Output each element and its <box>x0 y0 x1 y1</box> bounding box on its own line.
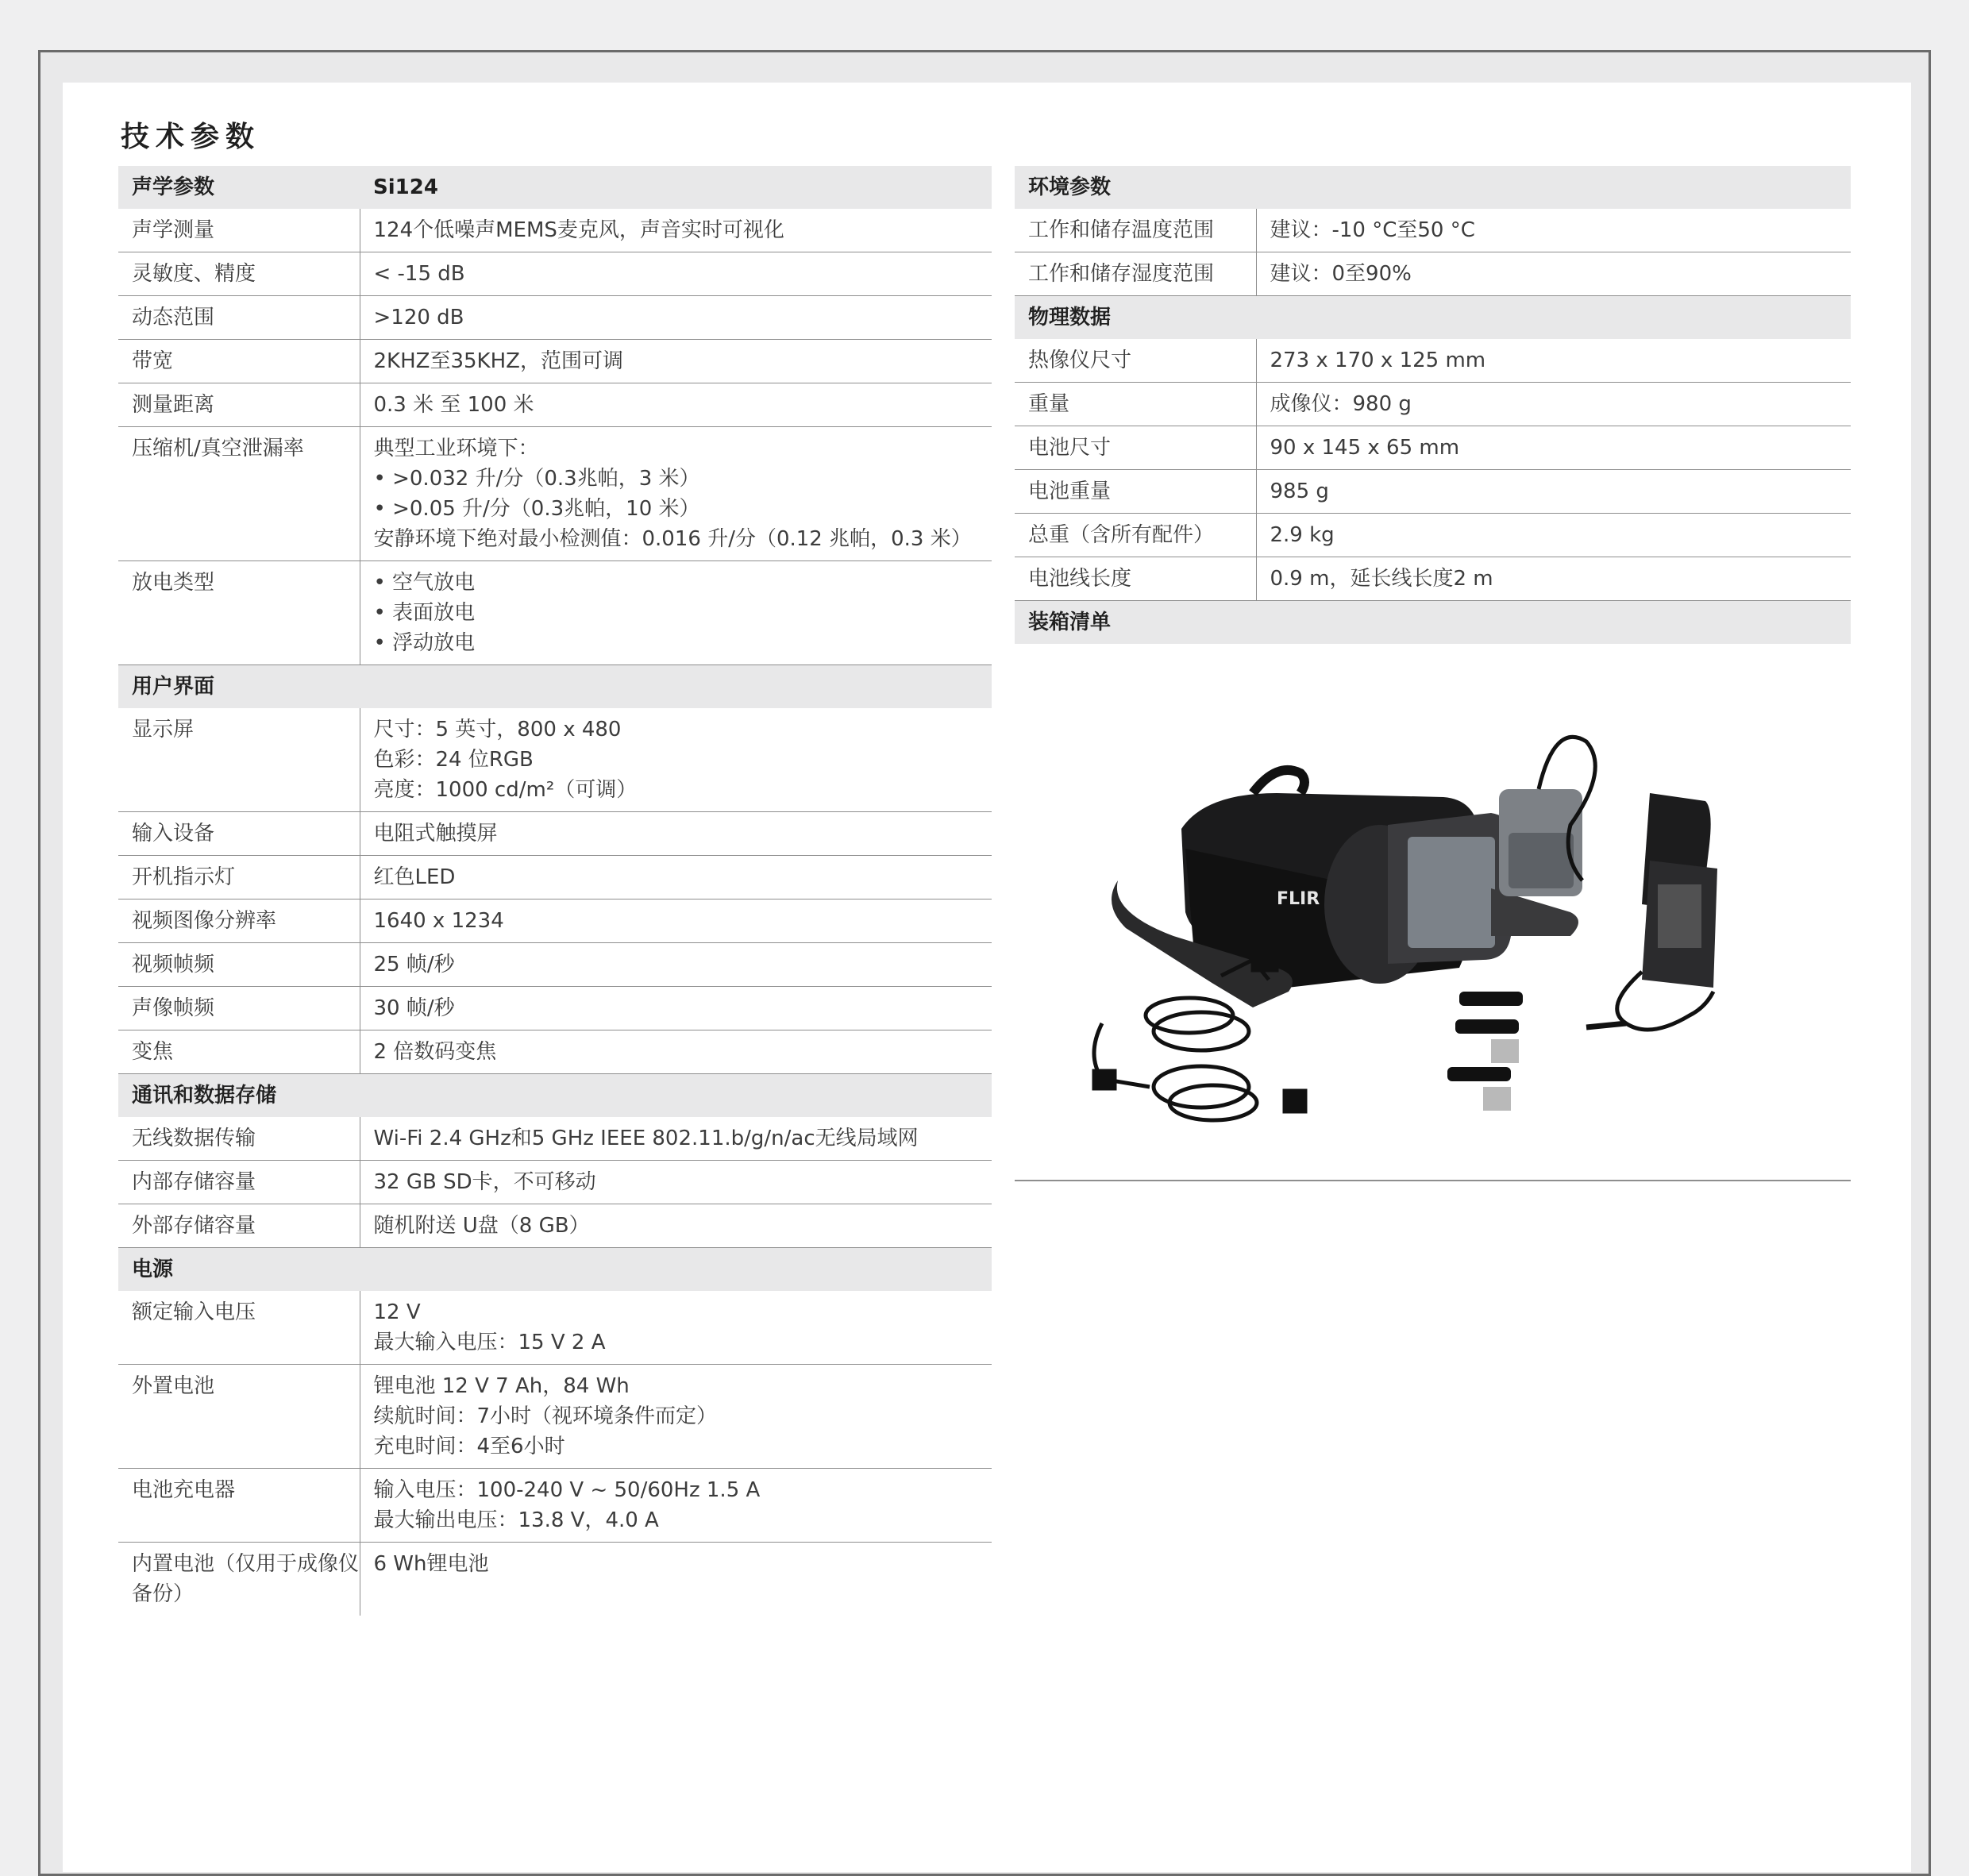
spec-value-line: 2KHZ至35KHZ，范围可调 <box>373 349 623 373</box>
spec-row <box>1015 209 1851 252</box>
spec-table-right <box>1015 166 1851 644</box>
spec-label: 放电类型 <box>118 561 360 665</box>
spec-value <box>360 856 992 899</box>
section-title: 物理数据 <box>1015 296 1256 340</box>
section-title: 用户界面 <box>118 665 360 709</box>
spec-value-line: 安静环境下绝对最小检测值：0.016 升/分（0.12 兆帕，0.3 米） <box>373 527 972 551</box>
spec-label: 动态范围 <box>118 296 360 340</box>
spec-value-line: 建议：0至90% <box>1270 262 1412 286</box>
spec-row <box>118 209 992 252</box>
spec-value <box>360 987 992 1030</box>
spec-row <box>118 1291 992 1365</box>
spec-row <box>118 708 992 812</box>
section-header <box>1015 166 1851 209</box>
spec-value <box>1256 426 1851 470</box>
spec-value-line: 124个低噪声MEMS麦克风，声音实时可视化 <box>373 218 784 242</box>
spec-label: 变焦 <box>118 1030 360 1074</box>
spec-label: 外部存储容量 <box>118 1204 360 1248</box>
spec-row <box>118 899 992 943</box>
spec-row <box>118 987 992 1030</box>
section-header <box>1015 296 1851 340</box>
spec-label: 无线数据传输 <box>118 1117 360 1161</box>
spec-label: 灵敏度、精度 <box>118 252 360 296</box>
spec-row <box>118 943 992 987</box>
spec-value-line: 273 x 170 x 125 mm <box>1270 349 1486 372</box>
spec-label: 重量 <box>1015 383 1256 426</box>
spec-row <box>118 252 992 296</box>
spec-value-line: 32 GB SD卡，不可移动 <box>373 1170 596 1194</box>
spec-value-line: 典型工业环境下： <box>373 437 539 460</box>
spec-row <box>1015 514 1851 557</box>
spec-value <box>360 1469 992 1543</box>
spec-label: 压缩机/真空泄漏率 <box>118 427 360 561</box>
spec-value-line: 亮度：1000 cd/m²（可调） <box>373 778 638 802</box>
spec-label: 声像帧频 <box>118 987 360 1030</box>
spec-value <box>360 1204 992 1248</box>
spec-row <box>118 1469 992 1543</box>
spec-value-line: 色彩：24 位RGB <box>373 748 534 772</box>
spec-value-line: 2 倍数码变焦 <box>373 1040 497 1064</box>
spec-value-line: >120 dB <box>373 306 464 329</box>
spec-value <box>360 427 992 561</box>
spec-label: 视频图像分辨率 <box>118 899 360 943</box>
spec-row <box>118 812 992 856</box>
spec-value <box>360 383 992 427</box>
spec-label: 内置电池（仅用于成像仪备份） <box>118 1543 360 1616</box>
spec-label: 开机指示灯 <box>118 856 360 899</box>
battery-pack <box>1499 737 1595 896</box>
spec-label: 显示屏 <box>118 708 360 812</box>
spec-row <box>1015 557 1851 601</box>
spec-value-line: 最大输出电压：13.8 V，4.0 A <box>373 1508 659 1532</box>
spec-value-line: 985 g <box>1270 480 1329 503</box>
spec-value <box>1256 557 1851 601</box>
spec-value <box>360 1117 992 1161</box>
spec-label: 视频帧频 <box>118 943 360 987</box>
section-value <box>1256 166 1851 209</box>
spec-value <box>1256 514 1851 557</box>
lanyard-straps <box>1447 992 1523 1111</box>
spec-row <box>118 427 992 561</box>
battery-charger <box>1586 861 1717 1030</box>
spec-value-line: 随机附送 U盘（8 GB） <box>373 1214 590 1238</box>
spec-value <box>360 943 992 987</box>
spec-value <box>360 1030 992 1074</box>
section-header <box>118 166 992 209</box>
datasheet-page <box>63 83 1911 1872</box>
spec-row <box>118 1543 992 1616</box>
spec-value <box>360 1161 992 1204</box>
spec-value <box>360 812 992 856</box>
spec-value <box>360 899 992 943</box>
spec-label: 电池充电器 <box>118 1469 360 1543</box>
spec-label: 带宽 <box>118 340 360 383</box>
spec-row <box>118 561 992 665</box>
spec-label: 声学测量 <box>118 209 360 252</box>
spec-value-line: 1640 x 1234 <box>373 909 504 933</box>
spec-value-line: 90 x 145 x 65 mm <box>1270 436 1460 460</box>
spec-value <box>1256 383 1851 426</box>
spec-value-line: 电阻式触摸屏 <box>373 822 498 846</box>
spec-value-line: 最大输入电压：15 V 2 A <box>373 1331 606 1354</box>
brand-logo: FLIR <box>1277 889 1320 909</box>
spec-value <box>360 1291 992 1365</box>
spec-value-line: 6 Wh锂电池 <box>373 1552 489 1576</box>
spec-row <box>118 1161 992 1204</box>
package-contents-image <box>1015 674 1851 1181</box>
spec-value-line: Wi-Fi 2.4 GHz和5 GHz IEEE 802.11.b/g/n/ac无线局域网 <box>373 1127 919 1150</box>
spec-label: 热像仪尺寸 <box>1015 339 1256 383</box>
spec-row <box>1015 252 1851 296</box>
spec-value-line: 30 帧/秒 <box>373 996 455 1020</box>
spec-label: 电池尺寸 <box>1015 426 1256 470</box>
spec-label: 额定输入电压 <box>118 1291 360 1365</box>
spec-value <box>1256 209 1851 252</box>
spec-value-line: 续航时间：7小时（视环境条件而定） <box>373 1404 718 1428</box>
spec-row <box>118 1030 992 1074</box>
spec-value <box>360 340 992 383</box>
spec-value <box>360 708 992 812</box>
spec-row <box>118 340 992 383</box>
spec-value-line: 尺寸：5 英寸，800 x 480 <box>373 718 622 742</box>
section-title: 通讯和数据存储 <box>118 1074 360 1118</box>
spec-row <box>1015 470 1851 514</box>
spec-row <box>1015 426 1851 470</box>
section-value <box>1256 296 1851 340</box>
spec-value-line: 锂电池 12 V 7 Ah，84 Wh <box>373 1374 630 1398</box>
spec-table-left <box>118 166 992 1616</box>
spec-label: 工作和储存温度范围 <box>1015 209 1256 252</box>
spec-value-line: 12 V <box>373 1300 421 1324</box>
section-header <box>1015 601 1851 645</box>
spec-row <box>118 383 992 427</box>
spec-row <box>118 1204 992 1248</box>
spec-value-line: 输入电压：100-240 V ~ 50/60Hz 1.5 A <box>373 1478 761 1502</box>
spec-value-line: 25 帧/秒 <box>373 953 455 977</box>
spec-row <box>118 856 992 899</box>
spec-value-line: • 表面放电 <box>373 601 476 625</box>
spec-value-line: 红色LED <box>373 865 456 889</box>
spec-row <box>1015 339 1851 383</box>
spec-value-line: 充电时间：4至6小时 <box>373 1435 565 1458</box>
spec-label: 总重（含所有配件） <box>1015 514 1256 557</box>
spec-label: 电池重量 <box>1015 470 1256 514</box>
spec-value <box>1256 252 1851 296</box>
spec-value-line: 0.3 米 至 100 米 <box>373 393 534 417</box>
spec-value <box>360 561 992 665</box>
spec-value-line: • >0.032 升/分（0.3兆帕，3 米） <box>373 467 700 491</box>
spec-value-line: 0.9 m，延长线长度2 m <box>1270 567 1493 591</box>
spec-value-line: < -15 dB <box>373 262 465 286</box>
spec-label: 外置电池 <box>118 1365 360 1469</box>
spec-label: 电池线长度 <box>1015 557 1256 601</box>
section-value <box>360 665 992 709</box>
spec-row <box>1015 383 1851 426</box>
section-title: 装箱清单 <box>1015 601 1256 645</box>
spec-value-line: 2.9 kg <box>1270 523 1335 547</box>
spec-label: 内部存储容量 <box>118 1161 360 1204</box>
section-title: 环境参数 <box>1015 166 1256 209</box>
spec-value <box>360 1543 992 1616</box>
product-kit-illustration <box>1015 674 1851 1180</box>
spec-value <box>360 252 992 296</box>
page-title: 技术参数 <box>121 121 261 153</box>
spec-value-line: 建议：-10 °C至50 °C <box>1270 218 1475 242</box>
section-value: Si124 <box>360 166 992 209</box>
spec-value <box>360 1365 992 1469</box>
section-title: 声学参数 <box>118 166 360 209</box>
spec-row <box>118 296 992 340</box>
spec-label: 工作和储存湿度范围 <box>1015 252 1256 296</box>
spec-value <box>360 296 992 340</box>
spec-value-line: 成像仪：980 g <box>1270 392 1412 416</box>
spec-value-line: • 浮动放电 <box>373 631 476 655</box>
section-header <box>118 1248 992 1292</box>
spec-value <box>1256 470 1851 514</box>
spec-value <box>360 209 992 252</box>
spec-value <box>1256 339 1851 383</box>
spec-row <box>118 1365 992 1469</box>
section-value <box>360 1248 992 1292</box>
section-header <box>118 665 992 709</box>
spec-value-line: • 空气放电 <box>373 571 476 595</box>
spec-label: 测量距离 <box>118 383 360 427</box>
spec-label: 输入设备 <box>118 812 360 856</box>
spec-value-line: • >0.05 升/分（0.3兆帕，10 米） <box>373 497 700 521</box>
section-value <box>1256 601 1851 645</box>
section-title: 电源 <box>118 1248 360 1292</box>
section-value <box>360 1074 992 1118</box>
section-header <box>118 1074 992 1118</box>
spec-row <box>118 1117 992 1161</box>
